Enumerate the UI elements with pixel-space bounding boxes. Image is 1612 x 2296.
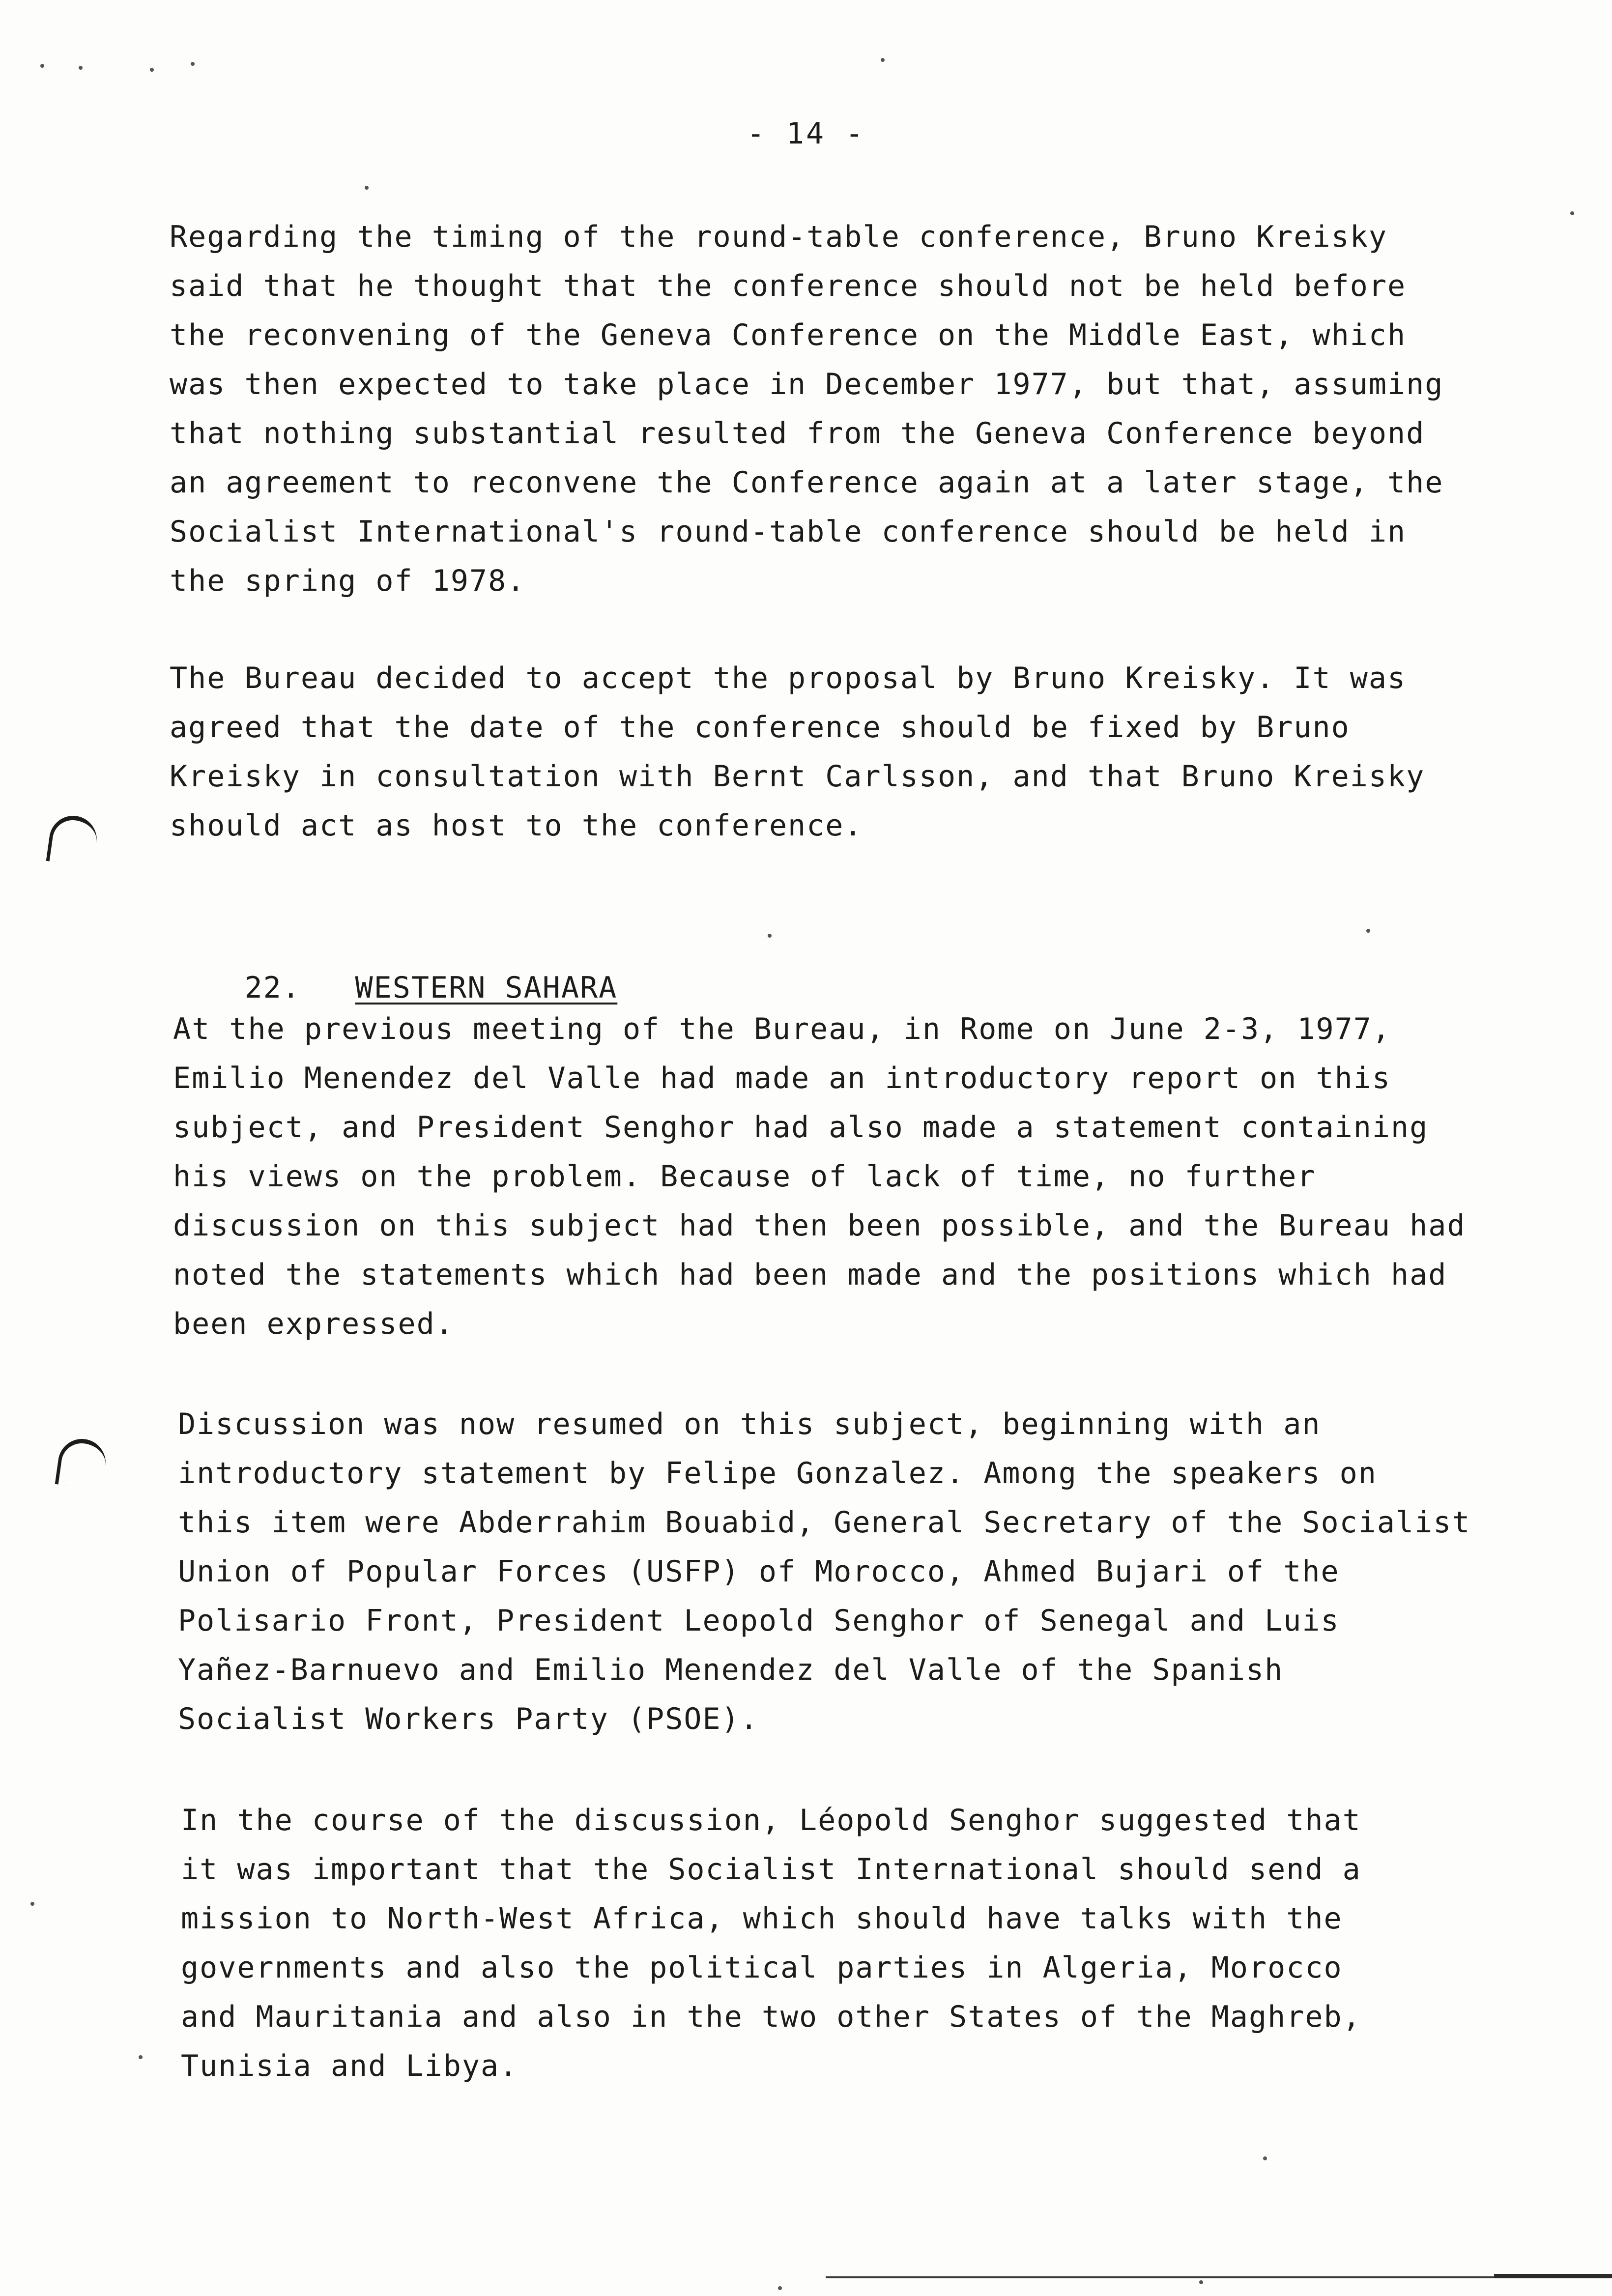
text-line: discussion on this subject had then been possible, and the Bureau had <box>173 1208 1466 1243</box>
text-line: and Mauritania and also in the two other States of the Maghreb, <box>181 2000 1361 2034</box>
scan-speck <box>1199 2280 1203 2284</box>
scan-speck <box>1263 2156 1267 2160</box>
text-line: the reconvening of the Geneva Conference on the Middle East, which <box>170 318 1407 352</box>
text-line: the spring of 1978. <box>170 564 526 598</box>
text-line: subject, and President Senghor had also made a statement containing <box>173 1110 1429 1145</box>
paragraph-senghor-suggestion <box>181 1796 1596 2091</box>
scan-speck <box>79 66 83 70</box>
text-line: noted the statements which had been made and the positions which had <box>173 1258 1447 1292</box>
section-title: WESTERN SAHARA <box>355 971 618 1005</box>
text-line: said that he thought that the conference should not be held before <box>170 269 1407 303</box>
text-line: Socialist International's round-table conference should be held in <box>170 515 1407 549</box>
text-line: Tunisia and Libya. <box>181 2049 518 2083</box>
scan-speck <box>778 2286 782 2290</box>
scan-speck <box>768 934 772 938</box>
scan-speck <box>40 64 44 68</box>
text-line: Union of Popular Forces (USFP) of Morocco, Ahmed Bujari of the <box>178 1554 1340 1589</box>
text-line: this item were Abderrahim Bouabid, General Secretary of the Socialist <box>178 1505 1471 1540</box>
text-line: his views on the problem. Because of lack of time, no further <box>173 1159 1316 1194</box>
scan-speck <box>191 62 195 66</box>
text-line: introductory statement by Felipe Gonzalez. Among the speakers on <box>178 1456 1377 1491</box>
text-line: should act as host to the conference. <box>170 808 863 843</box>
margin-mark <box>46 813 100 868</box>
scan-speck <box>30 1902 34 1906</box>
text-line: agreed that the date of the conference should be fixed by Bruno <box>170 710 1350 745</box>
paragraph-timing <box>170 212 1585 605</box>
scan-speck <box>139 2055 143 2059</box>
paragraph-previous-meeting <box>173 1004 1588 1349</box>
text-line: an agreement to reconvene the Conference again at a later stage, the <box>170 465 1444 500</box>
margin-mark <box>55 1436 109 1491</box>
page-bottom-rule-thick <box>1494 2274 1612 2278</box>
text-line: Discussion was now resumed on this subject, beginning with an <box>178 1407 1321 1441</box>
text-line: Polisario Front, President Leopold Senghor of Senegal and Luis <box>178 1604 1340 1638</box>
text-line: Socialist Workers Party (PSOE). <box>178 1702 759 1736</box>
text-line: The Bureau decided to accept the proposal by Bruno Kreisky. It was <box>170 661 1407 695</box>
page-number: - 14 - <box>747 116 865 151</box>
paragraph-bureau-decision <box>170 654 1585 850</box>
scan-speck <box>365 186 369 190</box>
text-line: At the previous meeting of the Bureau, in Rome on June 2-3, 1977, <box>173 1012 1391 1046</box>
text-line: In the course of the discussion, Léopold Senghor suggested that <box>181 1803 1361 1837</box>
text-line: was then expected to take place in December 1977, but that, assuming <box>170 367 1444 402</box>
text-line: it was important that the Socialist International should send a <box>181 1852 1361 1887</box>
text-line: been expressed. <box>173 1307 454 1341</box>
text-line: governments and also the political parties in Algeria, Morocco <box>181 1951 1343 1985</box>
text-line: mission to North-West Africa, which should have talks with the <box>181 1901 1343 1936</box>
scan-speck <box>150 68 154 72</box>
text-line: Emilio Menendez del Valle had made an introductory report on this <box>173 1061 1391 1095</box>
paragraph-discussion-resumed <box>178 1400 1593 1744</box>
text-line: Regarding the timing of the round-table conference, Bruno Kreisky <box>170 220 1387 254</box>
text-line: that nothing substantial resulted from the Geneva Conference beyond <box>170 416 1425 451</box>
text-line: Kreisky in consultation with Bernt Carlsson, and that Bruno Kreisky <box>170 759 1425 794</box>
scan-speck <box>881 58 885 62</box>
section-number: 22. <box>244 971 301 1005</box>
scan-speck <box>1366 929 1370 933</box>
text-line: Yañez-Barnuevo and Emilio Menendez del Valle of the Spanish <box>178 1653 1284 1687</box>
